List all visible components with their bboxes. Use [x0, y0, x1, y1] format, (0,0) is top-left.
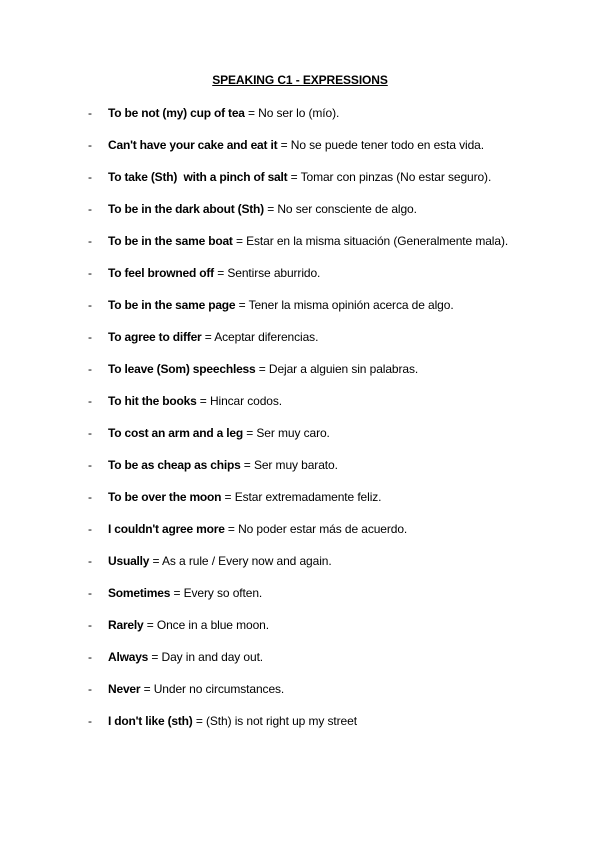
document-title: SPEAKING C1 - EXPRESSIONS	[212, 73, 388, 87]
list-item	[0, 233, 600, 249]
expression-definition: = No ser consciente de algo.	[263, 202, 417, 216]
expression-definition: = Tener la misma opinión acerca de algo.	[235, 298, 454, 312]
expression-definition: = Estar en la misma situación (Generalmente mala).	[232, 234, 509, 248]
list-bullet: -	[88, 202, 92, 216]
expression-definition: = Sentirse aburrido.	[213, 266, 321, 280]
expression-definition: = Ser muy barato.	[240, 458, 338, 472]
expression-term: To be in the same page	[108, 298, 236, 312]
expression-definition: = Tomar con pinzas (No estar seguro).	[287, 170, 492, 184]
expression-term: To take (Sth) with a pinch of salt	[108, 170, 288, 184]
list-item	[0, 617, 600, 633]
expression-term: Usually	[108, 554, 150, 568]
list-bullet: -	[88, 586, 92, 600]
list-bullet: -	[88, 266, 92, 280]
list-bullet: -	[88, 138, 92, 152]
expression-term: Never	[108, 682, 141, 696]
list-item	[0, 649, 600, 665]
expression-definition: = Hincar codos.	[196, 394, 283, 408]
expression-term: To hit the books	[108, 394, 197, 408]
list-item	[0, 393, 600, 409]
list-bullet: -	[88, 682, 92, 696]
list-bullet: -	[88, 714, 92, 728]
list-bullet: -	[88, 522, 92, 536]
expression-definition: = Dejar a alguien sin palabras.	[255, 362, 419, 376]
expression-term: To be over the moon	[108, 490, 222, 504]
list-bullet: -	[88, 490, 92, 504]
expression-term: To agree to differ	[108, 330, 202, 344]
list-bullet: -	[88, 618, 92, 632]
list-item	[0, 585, 600, 601]
list-bullet: -	[88, 458, 92, 472]
list-bullet: -	[88, 362, 92, 376]
expression-term: Rarely	[108, 618, 144, 632]
list-item	[0, 521, 600, 537]
list-bullet: -	[88, 426, 92, 440]
expression-definition: = Once in a blue moon.	[143, 618, 269, 632]
list-bullet: -	[88, 330, 92, 344]
list-item	[0, 489, 600, 505]
expression-term: Always	[108, 650, 149, 664]
list-item	[0, 201, 600, 217]
expression-definition: = Every so often.	[170, 586, 263, 600]
list-item	[0, 681, 600, 697]
list-bullet: -	[88, 106, 92, 120]
expression-definition: = As a rule / Every now and again.	[149, 554, 332, 568]
list-bullet: -	[88, 554, 92, 568]
expression-definition: = Ser muy caro.	[243, 426, 330, 440]
expression-term: Can't have your cake and eat it	[108, 138, 278, 152]
expression-term: To cost an arm and a leg	[108, 426, 244, 440]
expression-term: Sometimes	[108, 586, 171, 600]
expression-definition: = Aceptar diferencias.	[201, 330, 319, 344]
expression-definition: = No se puede tener todo en esta vida.	[277, 138, 484, 152]
expression-term: To be in the same boat	[108, 234, 233, 248]
expression-definition: = Estar extremadamente feliz.	[221, 490, 382, 504]
list-item	[0, 137, 600, 153]
list-item	[0, 265, 600, 281]
expression-definition: = (Sth) is not right up my street	[192, 714, 357, 728]
expression-term: I couldn't agree more	[108, 522, 225, 536]
list-bullet: -	[88, 234, 92, 248]
list-bullet: -	[88, 650, 92, 664]
expression-definition: = No ser lo (mío).	[244, 106, 340, 120]
list-item	[0, 169, 600, 185]
list-item	[0, 457, 600, 473]
list-bullet: -	[88, 394, 92, 408]
list-item	[0, 361, 600, 377]
expression-definition: = No poder estar más de acuerdo.	[224, 522, 408, 536]
list-item	[0, 713, 600, 729]
list-item	[0, 297, 600, 313]
list-item	[0, 105, 600, 121]
expression-term: To be not (my) cup of tea	[108, 106, 245, 120]
expression-term: To feel browned off	[108, 266, 214, 280]
expression-definition: = Under no circumstances.	[140, 682, 285, 696]
expression-term: To be as cheap as chips	[108, 458, 241, 472]
list-item	[0, 329, 600, 345]
expression-definition: = Day in and day out.	[148, 650, 264, 664]
expression-term: To leave (Som) speechless	[108, 362, 256, 376]
list-bullet: -	[88, 298, 92, 312]
list-item	[0, 425, 600, 441]
expression-term: To be in the dark about (Sth)	[108, 202, 264, 216]
list-bullet: -	[88, 170, 92, 184]
list-item	[0, 553, 600, 569]
expression-term: I don't like (sth)	[108, 714, 193, 728]
